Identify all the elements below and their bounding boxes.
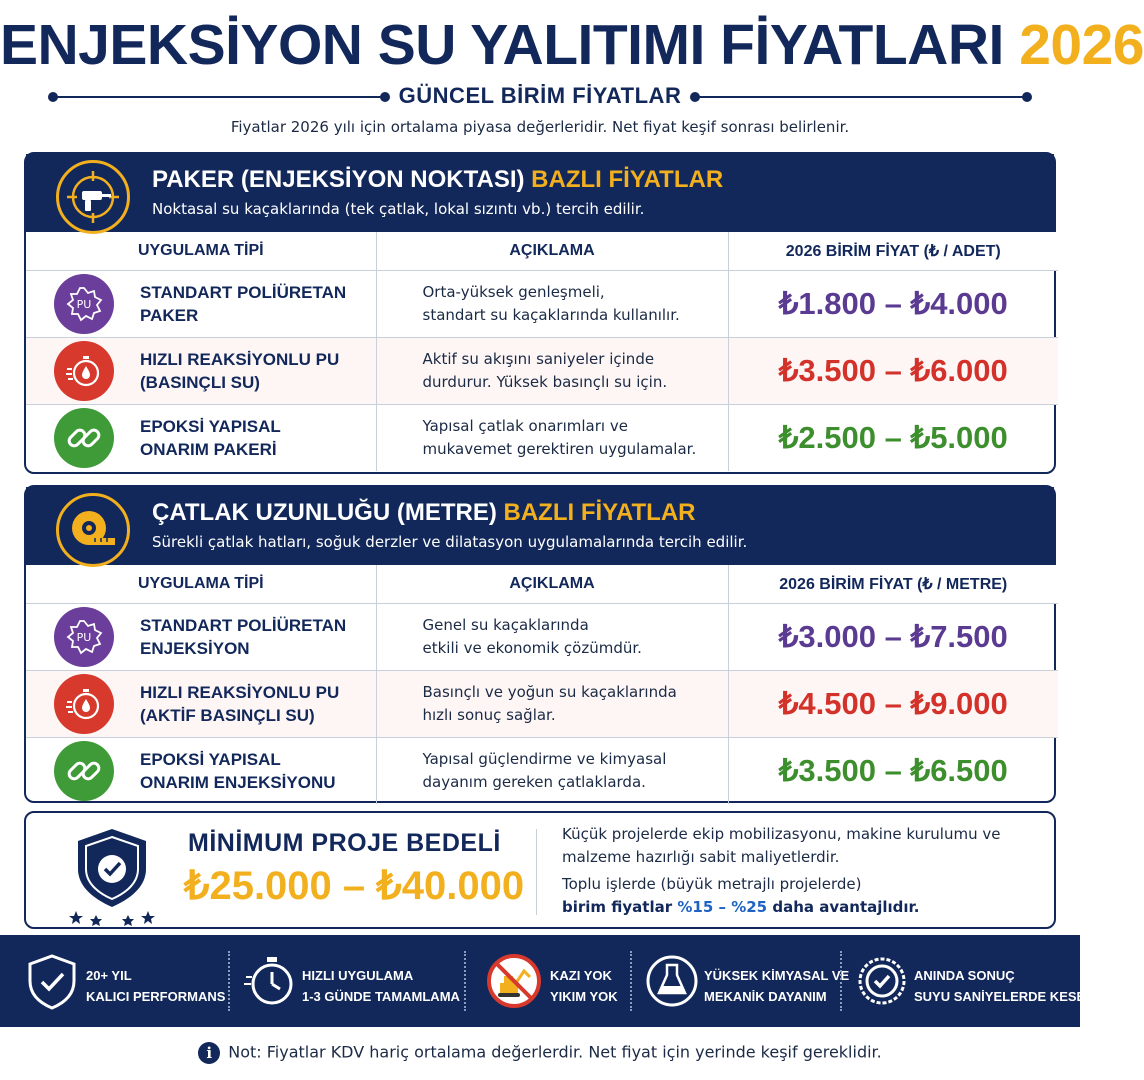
feature-item: KAZI YOK YIKIM YOK [486, 935, 626, 1027]
col-header-price: 2026 BİRİM FİYAT (₺ / METRE) [728, 565, 1058, 603]
description: Aktif su akışını saniyeler içinde durdurur. Yüksek basınçlı su için. [376, 337, 728, 404]
table-row [26, 737, 1058, 804]
description: Genel su kaçaklarında etkili ve ekonomik çözümdür. [376, 603, 728, 670]
flask-icon [646, 953, 698, 1013]
section-header [26, 154, 1054, 232]
table-row [26, 603, 1058, 670]
paker-price-section [24, 152, 1056, 474]
price-value: ₺1.800 – ₺4.000 [728, 270, 1058, 337]
description: Orta-yüksek genleşmeli, standart su kaçaklarında kullanılır. [376, 270, 728, 337]
minimum-price: ₺25.000 – ₺40.000 [184, 864, 525, 908]
info-icon: i [198, 1042, 220, 1064]
price-table [26, 232, 1058, 471]
check-circle-icon [856, 953, 908, 1013]
table-row [26, 337, 1058, 404]
intro-note: Fiyatlar 2026 yılı için ortalama piyasa değerleridir. Net fiyat keşif sonrası belirlenir. [230, 118, 850, 136]
no-excavator-icon [486, 953, 542, 1013]
col-header-desc: AÇIKLAMA [376, 232, 728, 270]
table-row [26, 270, 1058, 337]
title-main: ENJEKSİYON SU YALITIMI FİYATLARI [0, 13, 1004, 77]
price-value: ₺3.000 – ₺7.500 [728, 603, 1058, 670]
type-label: EPOKSİ YAPISAL ONARIM ENJEKSİYONU [140, 749, 336, 792]
price-value: ₺3.500 – ₺6.000 [728, 337, 1058, 404]
type-label: STANDART POLİÜRETAN ENJEKSİYON [140, 615, 347, 658]
table-row [26, 404, 1058, 471]
injection-gun-icon [56, 160, 130, 234]
crack-length-price-section [24, 485, 1056, 803]
description: Yapısal güçlendirme ve kimyasal dayanım gereken çatlaklarda. [376, 737, 728, 804]
shield-check-icon [26, 953, 78, 1015]
section-header [26, 487, 1054, 565]
col-header-price: 2026 BİRİM FİYAT (₺ / ADET) [728, 232, 1058, 270]
divider [536, 829, 537, 915]
price-table [26, 565, 1058, 804]
type-label: HIZLI REAKSİYONLU PU (AKTİF BASINÇLI SU) [140, 682, 340, 725]
description: Yapısal çatlak onarımları ve mukavemet gerektiren uygulamalar. [376, 404, 728, 471]
title-year: 2026 [1019, 13, 1144, 77]
minimum-title: MİNİMUM PROJE BEDELİ [188, 829, 501, 857]
footer-note: i Not: Fiyatlar KDV hariç ortalama değerlerdir. Net fiyat için yerinde keşif gereklidir. [0, 1042, 1080, 1064]
section-subtitle: Sürekli çatlak hatları, soğuk derzler ve dilatasyon uygulamalarında tercih edilir. [152, 533, 748, 551]
tape-measure-icon [56, 493, 130, 567]
col-header-type: UYGULAMA TİPİ [26, 565, 376, 603]
stopwatch-drop-icon [54, 674, 114, 734]
chain-link-icon [54, 741, 114, 801]
feature-band [0, 935, 1095, 1027]
stopwatch-icon [244, 953, 296, 1013]
price-value: ₺2.500 – ₺5.000 [778, 419, 1008, 455]
feature-item: ANINDA SONUÇ SUYU SANİYELERDE KESER [856, 935, 1076, 1027]
price-value: ₺3.500 – ₺6.500 [778, 752, 1008, 788]
section-title: PAKER (ENJEKSİYON NOKTASI) BAZLI FİYATLAR [152, 166, 724, 193]
table-row [26, 670, 1058, 737]
description: Basınçlı ve yoğun su kaçaklarında hızlı sonuç sağlar. [376, 670, 728, 737]
type-label: STANDART POLİÜRETAN PAKER [140, 282, 347, 325]
feature-item: 20+ YIL KALICI PERFORMANS [26, 935, 226, 1027]
type-label: EPOKSİ YAPISAL ONARIM PAKERİ [140, 416, 281, 459]
svg-text:PU: PU [76, 297, 92, 311]
chain-link-icon [54, 408, 114, 468]
page-title [0, 12, 1144, 78]
col-header-type: UYGULAMA TİPİ [26, 232, 376, 270]
section-subtitle: Noktasal su kaçaklarında (tek çatlak, lokal sızıntı vb.) tercih edilir. [152, 200, 645, 218]
subtitle-line [50, 82, 1030, 112]
feature-item: HIZLI UYGULAMA 1-3 GÜNDE TAMAMLAMA [244, 935, 459, 1027]
type-label: HIZLI REAKSİYONLU PU (BASINÇLI SU) [140, 349, 340, 392]
shield-check-icon [66, 825, 158, 925]
minimum-project-box [24, 811, 1056, 929]
stopwatch-drop-icon [54, 341, 114, 401]
subtitle: GÜNCEL BİRİM FİYATLAR [398, 83, 682, 108]
feature-item: YÜKSEK KİMYASAL VE MEKANİK DAYANIM [646, 935, 836, 1027]
minimum-description: Küçük projelerde ekip mobilizasyonu, makine kurulumu ve malzeme hazırlığı sabit maliyetlerdir. Toplu işlerde (büyük metrajlı projelerde) birim fiyatlar %15 – %25 daha avantajlıdır. [562, 825, 1001, 916]
pu-foam-icon [54, 607, 114, 667]
pu-foam-icon [54, 274, 114, 334]
svg-text:PU: PU [76, 630, 92, 644]
price-value: ₺4.500 – ₺9.000 [728, 670, 1058, 737]
col-header-desc: AÇIKLAMA [376, 565, 728, 603]
section-title: ÇATLAK UZUNLUĞU (METRE) BAZLI FİYATLAR [152, 499, 696, 526]
